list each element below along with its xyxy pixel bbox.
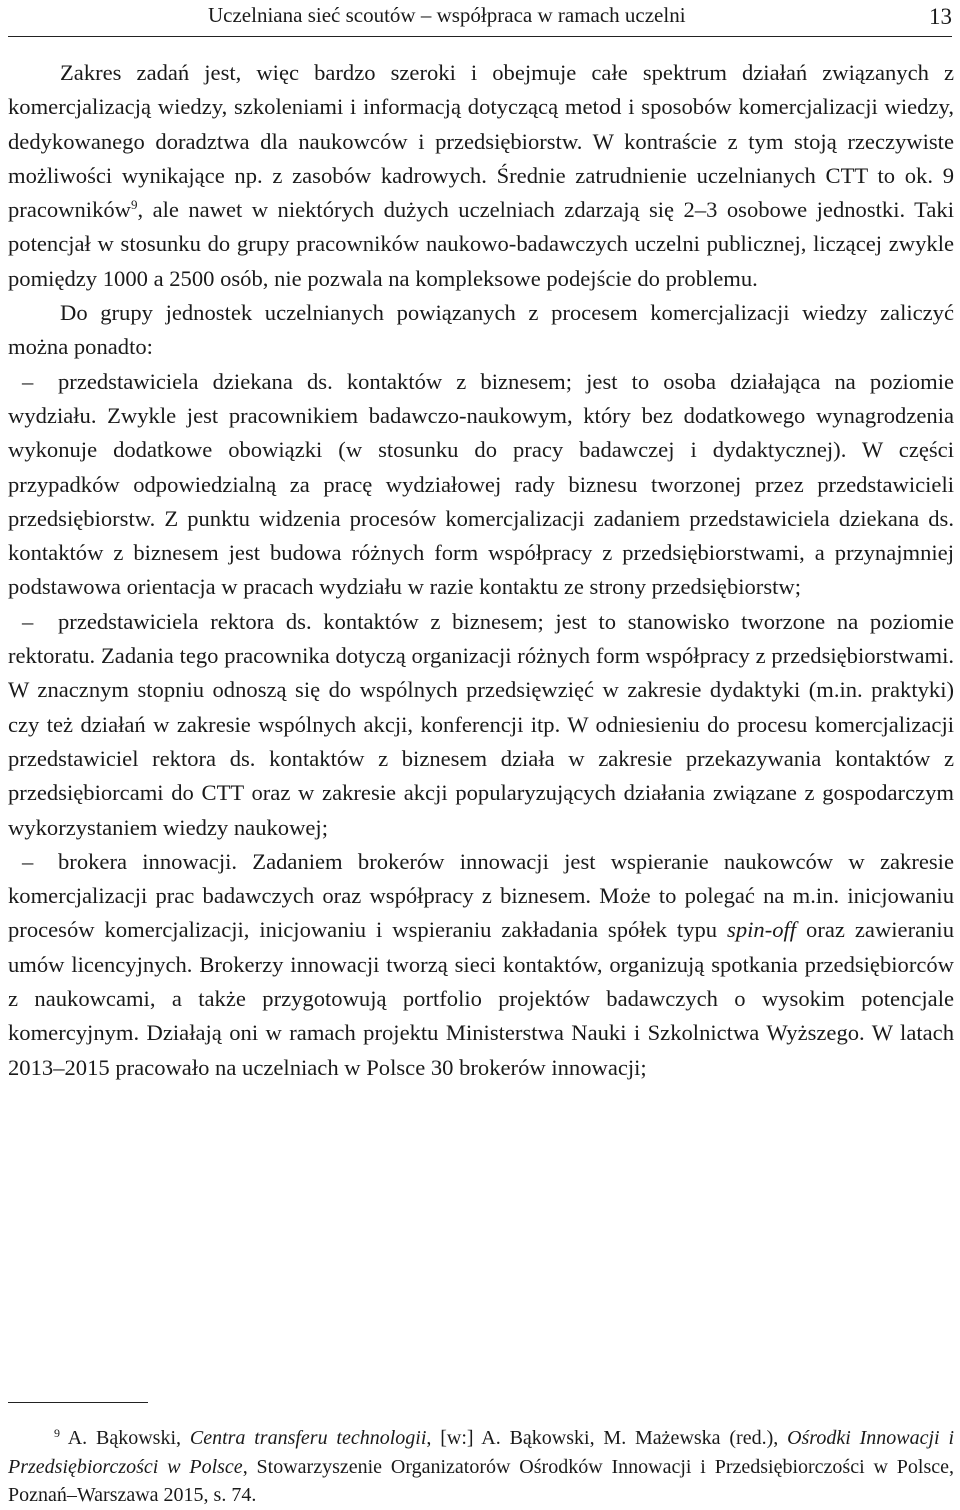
footnote-title-2: Ośrodki Innowacji i Przedsiębiorczości w Polsce xyxy=(8,1427,954,1478)
paragraph-1-text-a: Zakres zadań jest, więc bardzo szeroki i obejmuje całe spektrum działań związanych z komercjalizacją wiedzy, szkoleniami i informacją dotyczącą metod i sposobów komercjalizacji wiedzy, dedykowanego doradztwa dla naukowców i przedsiębiorstw. W kontraście z tym stoją rzeczywiste możliwości wynikające np. z zasobów kadrowych. Średnie zatrudnienie uczelnianych CTT to ok. 9 pracowników xyxy=(8,60,954,223)
footnote-author: A. Bąkowski, xyxy=(60,1427,190,1449)
footnote-mid: , [w:] A. Bąkowski, M. Mażewska (red.), xyxy=(426,1427,788,1449)
list-item-3-text-b: oraz zawieraniu umów licencyjnych. Brokerzy innowacji tworzą sieci kontaktów, organizują spotkania przedsiębiorców z naukowcami, a także przygotowują portfolio projektów badawczych o wysokim potencjale komercyjnym. Działają oni w ramach projektu Ministerstwa Nauki i Szkolnictwa Wyższego. W latach 2013–2015 pracowało na uczelniach w Polsce 30 brokerów innowacji; xyxy=(8,917,954,1080)
paragraph-1 xyxy=(8,56,954,296)
page-number: 13 xyxy=(929,4,952,29)
list-item-rector-representative xyxy=(8,605,954,845)
footnote-title-1: Centra transferu technologii xyxy=(189,1427,427,1449)
list-item-2-text: przedstawiciela rektora ds. kontaktów z biznesem; jest to stanowisko tworzone na poziomie rektoratu. Zadania tego pracownika dotyczą organizacji różnych form współpracy z przedsiębiorstwami. W znacznym stopniu odnoszą się do wspólnych przedsięwzięć w zakresie dydaktyki (m.in. praktyki) czy też działań w zakresie wspólnych akcji, konferencji itp. W odniesieniu do procesu komercjalizacji przedstawiciel rektora ds. kontaktów z biznesem działa w zakresie przekazywania kontaktów z przedsiębiorcami do CTT oraz w zakresie akcji popularyzujących działania związane z gospodarczym wykorzystaniem wiedzy naukowej; xyxy=(8,608,954,840)
body-text xyxy=(8,56,954,1085)
list-item-3-text-a: brokera innowacji. Zadaniem brokerów innowacji jest wspieranie naukowców w zakresie komercjalizacji prac badawczych oraz współpracy z biznesem. Może to polegać na m.in. inicjowaniu procesów komercjalizacji, inicjowaniu i wspieraniu zakładania spółek typu xyxy=(8,848,954,943)
list-item-dean-representative xyxy=(8,365,954,605)
dash-bullet: – xyxy=(22,848,34,874)
footnote-separator xyxy=(8,1402,148,1403)
footnote-text xyxy=(8,1424,954,1510)
list-item-1-text: przedstawiciela dziekana ds. kontaktów z biznesem; jest to osoba działająca na poziomie wydziału. Zwykle jest pracownikiem badawczo-naukowym, który bez dodatkowego wynagrodzenia wykonuje dodatkowe obowiązki (w stosunku do pracy badawczej i dydaktycznej). W części przypadków odpowiedzialną za pracę wydziałowej rady biznesu tworzonej przez przedstawicieli przedsiębiorstw. Z punktu widzenia procesów komercjalizacji zadaniem przedstawiciela dziekana ds. kontaktów z biznesem jest budowa różnych form współpracy z przedsiębiorstwami, a przynajmniej podstawowa orientacja w pracach wydziału w razie kontaktu ze strony przedsiębiorstw; xyxy=(8,368,954,600)
footnote-9 xyxy=(8,1424,954,1510)
list-item-3-italic: spin-off xyxy=(727,917,797,943)
footnote-number: 9 xyxy=(54,1426,60,1440)
dash-bullet: – xyxy=(22,608,34,634)
running-title: Uczelniana sieć scoutów – współpraca w ramach uczelni xyxy=(208,3,686,27)
paragraph-2: Do grupy jednostek uczelnianych powiązanych z procesem komercjalizacji wiedzy zaliczyć można ponadto: xyxy=(8,300,954,360)
dash-bullet: – xyxy=(22,368,34,394)
list-item-innovation-broker xyxy=(8,845,954,1085)
running-header xyxy=(8,0,952,37)
paragraph-1-text-b: , ale nawet w niektórych dużych uczelniach zdarzają się 2–3 osobowe jednostki. Taki potencjał w stosunku do grupy pracowników naukowo-badawczych uczelni publicznej, liczącej zwykle pomiędzy 1000 a 2500 osób, nie pozwala na kompleksowe podejście do problemu. xyxy=(8,197,954,291)
footnote-rest: , Stowarzyszenie Organizatorów Ośrodków Innowacji i Przedsiębiorczości w Polsce, Poznań–Warszawa 2015, s. 74. xyxy=(8,1455,954,1506)
footnote-ref-9[interactable]: 9 xyxy=(130,197,138,213)
